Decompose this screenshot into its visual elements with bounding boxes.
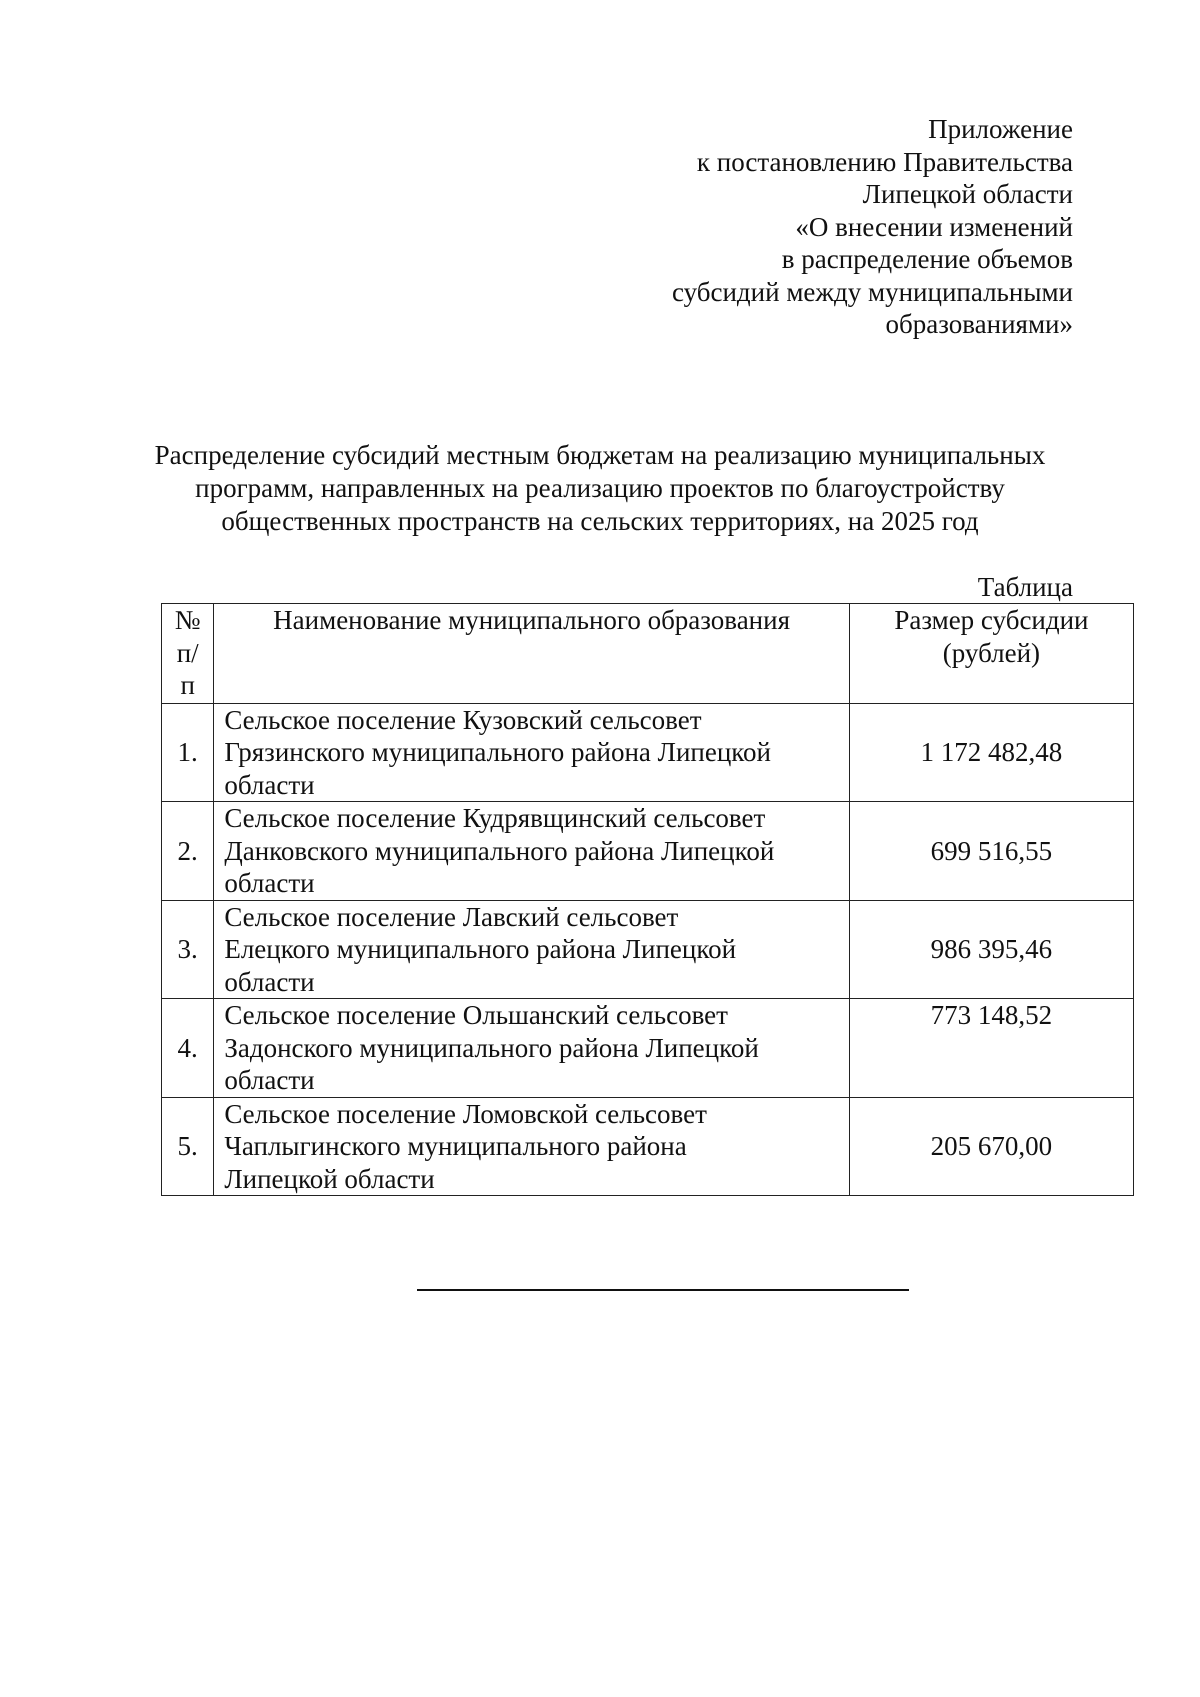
row-name-line: Чаплыгинского муниципального района [224,1131,687,1161]
row-num: 3. [162,900,214,999]
appendix-line: Липецкой области [862,179,1073,209]
row-name [214,999,850,1098]
row-num: 2. [162,802,214,901]
table-row [162,802,1134,901]
row-name-line: Сельское поселение Ломовской сельсовет [224,1098,707,1129]
row-name-line: Данковского муниципального района Липецкой [224,835,775,866]
row-name-line: области [224,1065,315,1095]
table-row [162,999,1134,1098]
header-num-line1: № [174,605,201,635]
row-name-line: области [224,769,315,800]
row-num: 4. [162,999,214,1098]
header-amount [849,604,1133,704]
title-line: общественных пространств на сельских территориях, на 2025 год [221,506,979,536]
table-row [162,900,1134,999]
appendix-line: образованиями» [885,309,1073,339]
appendix-line: к постановлению Правительства [696,146,1073,177]
appendix-line: «О внесении изменений [795,211,1073,242]
row-name [214,900,850,999]
row-amount: 1 172 482,48 [849,703,1133,802]
signature-divider [417,1289,909,1291]
row-name-line: области [224,966,315,997]
header-name: Наименование муниципального образования [214,604,850,704]
header-amount-line1: Размер субсидии [894,605,1089,635]
row-name-line: Елецкого муниципального района Липецкой [224,934,737,964]
row-name-line: Липецкой области [224,1163,435,1194]
appendix-block [553,113,1073,341]
table-row [162,703,1134,802]
row-name-line: Задонского муниципального района Липецкой [224,1032,759,1063]
appendix-line: в распределение объемов [781,244,1073,274]
header-num [162,604,214,704]
table-row [162,1097,1134,1196]
title-line: программ, направленных на реализацию проектов по благоустройству [195,473,1005,503]
row-name [214,703,850,802]
document-title [150,439,1050,538]
row-amount: 986 395,46 [849,900,1133,999]
row-amount: 205 670,00 [849,1097,1133,1196]
row-name-line: Сельское поселение Кузовский сельсовет [224,704,702,735]
subsidy-table [161,603,1134,1196]
appendix-line: Приложение [928,114,1073,144]
appendix-line: субсидий между муниципальными [671,276,1073,307]
row-name-line: Сельское поселение Кудрявщинский сельсовет [224,803,766,833]
row-name [214,802,850,901]
row-name-line: Грязинского муниципального района Липецкой [224,737,771,767]
row-name-line: Сельское поселение Лавский сельсовет [224,901,679,932]
table-header-row [162,604,1134,704]
table-caption: Таблица [977,572,1073,602]
title-line: Распределение субсидий местным бюджетам на реализацию муниципальных [154,440,1046,470]
row-name [214,1097,850,1196]
row-num: 1. [162,703,214,802]
row-name-line: области [224,868,315,898]
header-num-line2: п/п [176,637,199,700]
row-amount: 773 148,52 [849,999,1133,1098]
header-amount-line2: (рублей) [942,637,1041,668]
row-name-line: Сельское поселение Ольшанский сельсовет [224,1000,728,1030]
row-amount: 699 516,55 [849,802,1133,901]
row-num: 5. [162,1097,214,1196]
